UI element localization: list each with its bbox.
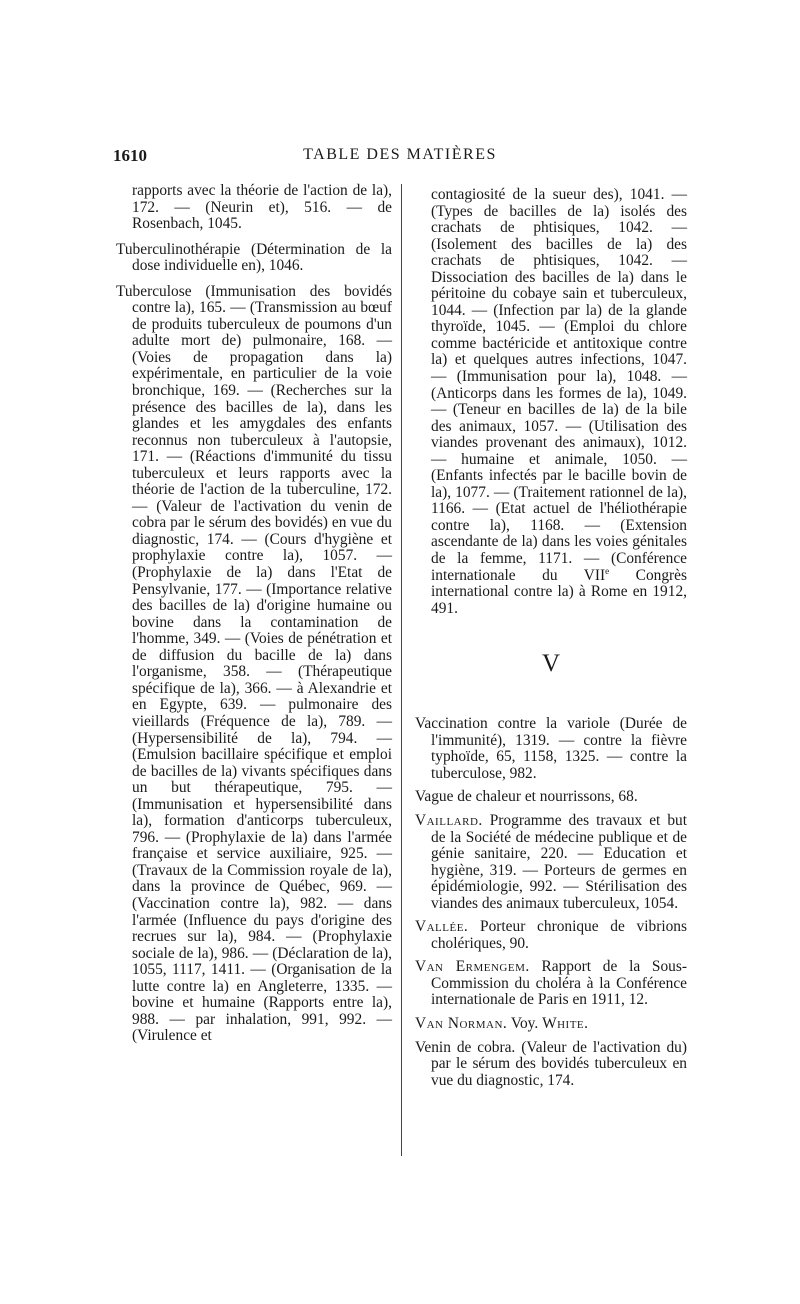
column-divider	[401, 184, 402, 1156]
index-entry-van-ermengem	[415, 959, 687, 1009]
ordinal-superscript: e	[605, 565, 610, 576]
entry-text: Vague de chaleur et nourrissons, 68.	[415, 788, 638, 806]
continuation-text-end: Congrès international contre la) à Rome en 1912, 491.	[431, 566, 687, 617]
index-entry-continuation	[415, 187, 687, 617]
cross-reference: White.	[542, 1014, 589, 1032]
continuation-text: contagiosité de la sueur des), 1041. — (Types de bacilles de la) isolés des crachats de phtisiques, 1042. — (Isolement des bacilles de la) des crachats de phtisiques, 1042. — Dissociation des bacilles de la) dans le péritoine du cobaye sain et tuberculeux, 1044. — (Infection par la) de la glande thyroïde, 1045. — (Emploi du chlore comme bactéricide et antitoxique contre la) et quelques autres infections, 1047. — (Immunisation pour la), 1048. — (Anticorps dans les formes de la), 1049. — (Teneur en bacilles de la) de la bile des animaux, 1057. — (Utilisation des viandes provenant des animaux), 1012. — humaine et animale, 1050. — (Enfants infectés par le bacille bovin de la), 1077. — (Traitement rationnel de la), 1166. — (Etat actuel de l'héliothérapie contre la), 1168. — (Extension ascendante de la) dans les voies génitales de la femme, 1171. — (Conférence internationale du VII	[431, 186, 687, 584]
author-name: Vaillard.	[415, 811, 483, 829]
section-letter: V	[541, 650, 561, 678]
index-entry-vague	[415, 789, 687, 806]
index-entry-venin	[415, 1040, 687, 1090]
left-column	[116, 183, 392, 1054]
index-entry-vallee	[415, 919, 687, 952]
index-entry-vaccination	[415, 716, 687, 782]
index-entry-continuation: rapports avec la théorie de l'action de la), 172. — (Neurin et), 516. — de Rosenbach, 1045.	[132, 182, 392, 233]
author-name: Vallée.	[415, 918, 469, 936]
index-entry-tuberculose: Tuberculose (Immunisation des bovidés contre la), 165. — (Transmission au bœuf de produits tuberculeux de poumons d'un adulte mort de) pulmonaire, 168. — (Voies de propagation dans la) expérimentale, en particulier de la voie bronchique, 169. — (Recherches sur la présence des bacilles de la), dans les glandes et les amygdales des enfants reconnus non tuberculeux à l'autopsie, 171. — (Réactions d'immunité du tissu tuberculeux et leurs rapports avec la théorie de l'action de la tuberculine, 172. — (Valeur de l'activation du venin de cobra par le sérum des bovidés) en vue du diagnostic, 174. — (Cours d'hygiène et prophylaxie contre la), 1057. — (Prophylaxie de la) dans l'Etat de Pensylvanie, 177. — (Importance relative des bacilles de la) d'origine humaine ou bovine dans la contamination de l'homme, 349. — (Voies de pénétration et de diffusion du bacille de la) dans l'organisme, 358. — (Thérapeutique spécifique de la), 366. — à Alexandrie et en Egypte, 639. — pulmonaire des vieillards (Fréquence de la), 789. — (Hypersensibilité de la), 794. — (Emulsion bacillaire spécifique et emploi de bacilles de la) vivants spécifiques dans un but thérapeutique, 795. — (Immunisation et hypersensibilité dans la), formation d'anticorps tuberculeux, 796. — (Prophylaxie de la) dans l'armée française et service auxiliaire, 925. — (Travaux de la Commission royale de la), dans la province de Québec, 969. — (Vaccination contre la), 982. — dans l'armée (Influence du pays d'origine des recrues sur la), 984. — (Prophylaxie sociale de la), 986. — (Déclaration de la), 1055, 1117, 1411. — (Organisation de la lutte contre la) en Angleterre, 1335. — bovine et humaine (Rapports entre la), 988. — par inhalation, 991, 992. — (Virulence et	[116, 282, 392, 1045]
index-entry-van-norman	[415, 1016, 687, 1033]
entry-text: Voy.	[507, 1014, 543, 1032]
entry-text: Programme des travaux et but de la Société de médecine publique et de génie sanitaire, 220. — Education et hygiène, 319. — Porteurs de germes en épidémiologie, 992. — Stérilisation des viandes des animaux tuberculeux, 1054.	[431, 811, 687, 912]
entry-text: Porteur chronique de vibrions cholériques, 90.	[431, 918, 687, 952]
page-number: 1610	[113, 146, 147, 165]
index-entry-tuberculinotherapie: Tuberculinothérapie (Détermination de la dose individuelle en), 1046.	[116, 240, 392, 275]
entry-text: Rapport de la Sous-Commission du choléra à la Conférence internationale de Paris en 1911, 12.	[431, 958, 687, 1009]
right-column	[415, 187, 687, 1096]
running-head: TABLE DES MATIÈRES	[303, 146, 497, 163]
index-entry-vaillard	[415, 813, 687, 912]
author-name: Van Norman.	[415, 1014, 508, 1032]
author-name: Van Ermengem.	[415, 958, 530, 976]
entry-text: Vaccination contre la variole (Durée de l'immunité), 1319. — contre la fièvre typhoïde, 65, 1158, 1325. — contre la tuberculose, 982.	[415, 715, 687, 782]
entry-text: Venin de cobra. (Valeur de l'activation du) par le sérum des bovidés tuberculeux en vue du diagnostic, 174.	[415, 1038, 687, 1089]
